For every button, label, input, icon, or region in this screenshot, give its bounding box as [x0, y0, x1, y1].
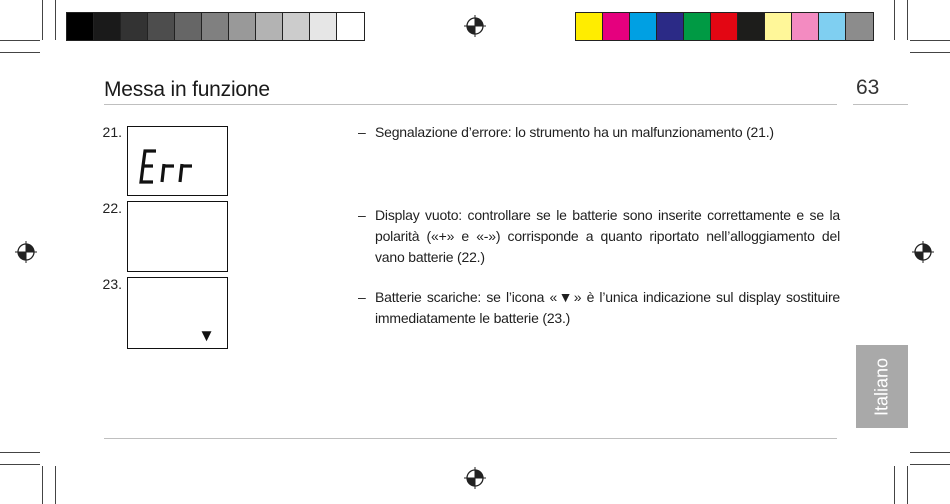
- registration-mark-icon: [912, 241, 934, 263]
- color-swatch: [711, 13, 738, 40]
- language-tab: [856, 345, 908, 428]
- crop-mark: [910, 464, 950, 465]
- color-swatch: [148, 13, 175, 40]
- list-dash: –: [358, 124, 366, 140]
- crop-mark: [907, 466, 908, 504]
- crop-mark: [894, 466, 895, 504]
- list-item: [358, 122, 840, 143]
- lcd-err-readout: [138, 147, 208, 187]
- crop-mark: [42, 0, 43, 40]
- color-swatch: [175, 13, 202, 40]
- color-swatch: [229, 13, 256, 40]
- crop-mark: [0, 464, 40, 465]
- color-swatch: [738, 13, 765, 40]
- figure-label: 22.: [102, 200, 122, 216]
- crop-mark: [894, 0, 895, 40]
- registration-mark-icon: [464, 467, 486, 489]
- page-title: Messa in funzione: [104, 78, 270, 101]
- list-dash: –: [358, 289, 366, 305]
- color-swatch: [630, 13, 657, 40]
- crop-mark: [0, 52, 40, 53]
- color-swatch: [121, 13, 148, 40]
- color-swatch: [603, 13, 630, 40]
- crop-mark: [0, 40, 40, 41]
- color-swatch: [657, 13, 684, 40]
- color-swatch: [846, 13, 873, 40]
- list-dash: –: [358, 207, 366, 223]
- header-rule: [104, 104, 837, 105]
- color-swatch: [792, 13, 819, 40]
- grayscale-color-bar: [66, 12, 365, 41]
- color-swatch: [310, 13, 337, 40]
- lcd-display-battery-low: [127, 277, 228, 349]
- list-item-text: Display vuoto: controllare se le batterie sono inserite correttamente e se la polarità («+» e «-») corrisponde a quanto riportato nell’alloggiamento del vano batterie (22.): [375, 207, 840, 265]
- color-swatch: [819, 13, 846, 40]
- list-item: [358, 287, 840, 329]
- list-item-text: Segnalazione d’errore: lo strumento ha un malfunzionamento (21.): [375, 124, 774, 140]
- crop-mark: [910, 52, 950, 53]
- page-number-rule: [853, 104, 908, 105]
- page-number: 63: [856, 76, 880, 99]
- figure-label: 21.: [102, 124, 122, 140]
- crop-mark: [907, 0, 908, 40]
- color-swatch: [67, 13, 94, 40]
- language-tab-label: Italiano: [871, 357, 892, 416]
- crop-mark: [55, 0, 56, 40]
- color-swatch: [256, 13, 283, 40]
- crop-mark: [42, 466, 43, 504]
- color-swatch: [684, 13, 711, 40]
- color-swatch: [94, 13, 121, 40]
- color-swatch: [283, 13, 310, 40]
- footer-rule: [104, 438, 837, 439]
- list-item-text: Batterie scariche: se l’icona «▼» è l’unica indicazione sul display sostituire immediatamente le batterie (23.): [375, 289, 840, 326]
- color-swatch: [576, 13, 603, 40]
- color-swatch: [765, 13, 792, 40]
- crop-mark: [0, 452, 40, 453]
- list-item: [358, 205, 840, 268]
- figure-label: 23.: [102, 276, 122, 292]
- crop-mark: [55, 466, 56, 504]
- lcd-display-empty: [127, 201, 228, 272]
- lcd-display-error: [127, 126, 228, 196]
- crop-mark: [910, 40, 950, 41]
- crop-mark: [910, 452, 950, 453]
- registration-mark-icon: [464, 15, 486, 37]
- battery-low-triangle-icon: ▼: [198, 326, 215, 345]
- registration-mark-icon: [15, 241, 37, 263]
- process-color-bar: [575, 12, 874, 41]
- color-swatch: [337, 13, 364, 40]
- color-swatch: [202, 13, 229, 40]
